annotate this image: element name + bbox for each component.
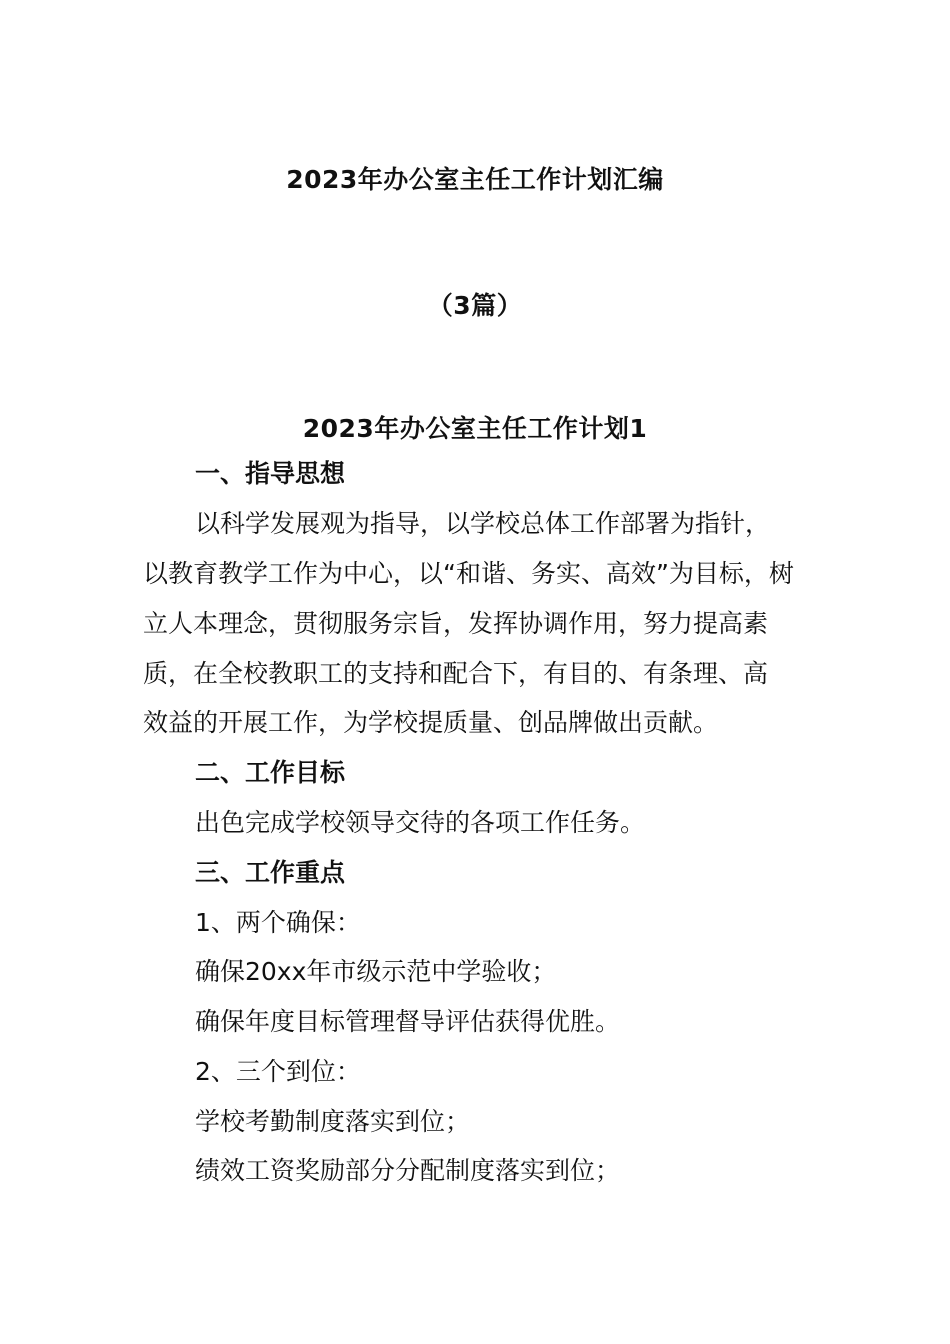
list-item: 确保20xx年市级示范中学验收； xyxy=(195,957,557,986)
list-item: 学校考勤制度落实到位； xyxy=(195,1107,471,1136)
section-title: 2023年办公室主任工作计划1 xyxy=(302,414,648,443)
list-item-label: 1、两个确保： xyxy=(195,908,361,937)
paragraph-line: 立人本理念，贯彻服务宗旨，发挥协调作用，努力提高素 xyxy=(143,609,769,638)
paragraph-line: 效益的开展工作，为学校提质量、创品牌做出贡献。 xyxy=(143,708,719,737)
heading-guiding-thought: 一、指导思想 xyxy=(195,459,346,488)
list-item: 确保年度目标管理督导评估获得优胜。 xyxy=(195,1007,621,1036)
heading-work-focus: 三、工作重点 xyxy=(195,858,346,887)
goal-text: 出色完成学校领导交待的各项工作任务。 xyxy=(195,808,646,837)
paragraph-line: 以科学发展观为指导，以学校总体工作部署为指针， xyxy=(195,509,771,538)
heading-work-goal: 二、工作目标 xyxy=(195,758,346,787)
list-item-label: 2、三个到位： xyxy=(195,1057,361,1086)
paragraph-line: 以教育教学工作为中心，以“和谐、务实、高效”为目标，树 xyxy=(143,559,794,588)
list-item: 绩效工资奖励部分分配制度落实到位； xyxy=(195,1156,621,1185)
paragraph-line: 质，在全校教职工的支持和配合下，有目的、有条理、高 xyxy=(143,659,769,688)
document-subtitle: （3篇） xyxy=(427,291,523,320)
document-title: 2023年办公室主任工作计划汇编 xyxy=(286,165,664,194)
